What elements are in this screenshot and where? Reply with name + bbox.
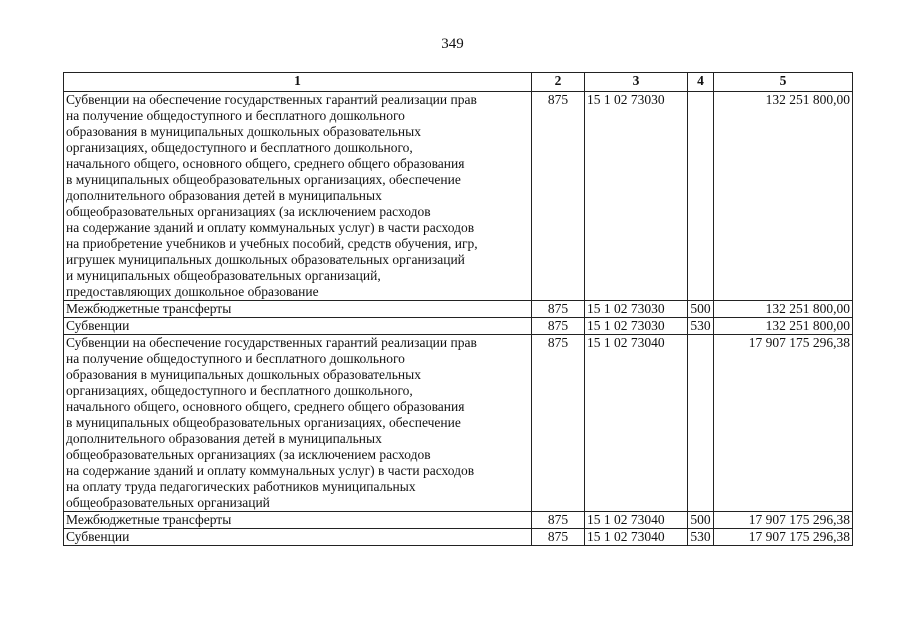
- table-row: [64, 529, 853, 546]
- table-row: [64, 92, 853, 301]
- header-col-5: 5: [714, 73, 853, 92]
- row-amount: 132 251 800,00: [714, 301, 853, 318]
- row-name: Субвенции на обеспечение государственных гарантий реализации прав на получение общедоступного и бесплатного дошкольного образования в муниципальных дошкольных образовательных организациях, общедоступного и бесплатного дошкольного, начального общего, основного общего, среднего общего образования в муниципальных общеобразовательных организациях, обеспечение дополнительного образования детей в муниципальных общеобразовательных организациях (за исключением расходов на содержание зданий и оплату коммунальных услуг) в части расходов на приобретение учебников и учебных пособий, средств обучения, игр, игрушек муниципальных дошкольных образовательных организаций и муниципальных общеобразовательных организаций, предоставляющих дошкольное образование: [64, 92, 532, 301]
- row-name: Субвенции на обеспечение государственных гарантий реализации прав на получение общедоступного и бесплатного дошкольного образования в муниципальных дошкольных образовательных организациях, общедоступного и бесплатного дошкольного, начального общего, основного общего, среднего общего образования в муниципальных общеобразовательных организациях, обеспечение дополнительного образования детей в муниципальных общеобразовательных организациях (за исключением расходов на содержание зданий и оплату коммунальных услуг) в части расходов на оплату труда педагогических работников муниципальных общеобразовательных организаций: [64, 335, 532, 512]
- row-type: 500: [688, 301, 714, 318]
- table-row: [64, 301, 853, 318]
- row-name: Субвенции: [64, 318, 532, 335]
- row-article: 15 1 02 73030: [585, 301, 688, 318]
- table-row: [64, 512, 853, 529]
- row-name: Межбюджетные трансферты: [64, 301, 532, 318]
- row-article: 15 1 02 73040: [585, 529, 688, 546]
- row-type: 530: [688, 318, 714, 335]
- row-type: [688, 92, 714, 301]
- header-row: [64, 73, 853, 92]
- row-code: 875: [532, 301, 585, 318]
- budget-table: [63, 72, 853, 546]
- row-amount: 17 907 175 296,38: [714, 335, 853, 512]
- table-row: [64, 318, 853, 335]
- row-article: 15 1 02 73030: [585, 318, 688, 335]
- header-col-2: 2: [532, 73, 585, 92]
- row-code: 875: [532, 335, 585, 512]
- header-col-1: 1: [64, 73, 532, 92]
- header-col-3: 3: [585, 73, 688, 92]
- row-code: 875: [532, 529, 585, 546]
- page-number: 349: [441, 36, 464, 52]
- row-article: 15 1 02 73040: [585, 512, 688, 529]
- row-amount: 17 907 175 296,38: [714, 529, 853, 546]
- row-type: [688, 335, 714, 512]
- row-type: 530: [688, 529, 714, 546]
- header-col-4: 4: [688, 73, 714, 92]
- table-row: [64, 335, 853, 512]
- row-article: 15 1 02 73040: [585, 335, 688, 512]
- row-article: 15 1 02 73030: [585, 92, 688, 301]
- row-name: Субвенции: [64, 529, 532, 546]
- row-type: 500: [688, 512, 714, 529]
- row-name: Межбюджетные трансферты: [64, 512, 532, 529]
- row-code: 875: [532, 318, 585, 335]
- row-code: 875: [532, 512, 585, 529]
- row-amount: 132 251 800,00: [714, 318, 853, 335]
- row-amount: 17 907 175 296,38: [714, 512, 853, 529]
- row-code: 875: [532, 92, 585, 301]
- row-amount: 132 251 800,00: [714, 92, 853, 301]
